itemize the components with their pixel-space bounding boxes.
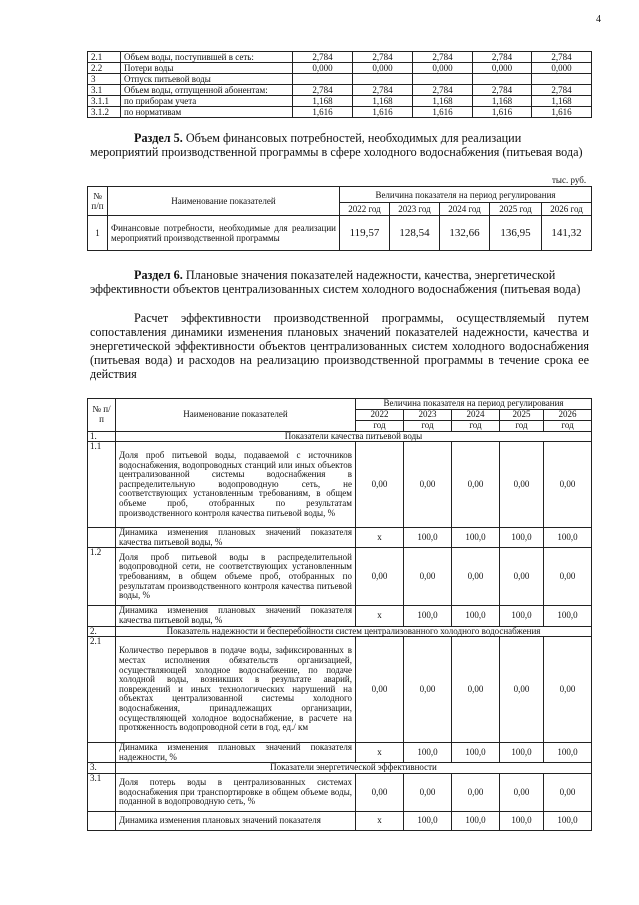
indicator-num: 1.2 [88, 548, 116, 606]
section-6-paragraph: Расчет эффективности производственной программы, осуществляемый путем сопоставления динамики изменения плановых значений показателей надежности, качества и энергетической эффективности объектов централизованных систем холодного водоснабжения (питьевая вода) и расходов на реализацию производственной программы в течение срока ее действия [90, 311, 589, 381]
t2-value: 141,32 [542, 216, 592, 251]
row-value: 1,168 [413, 96, 473, 107]
indicator-value: 100,0 [452, 606, 500, 626]
indicator-value: 100,0 [452, 743, 500, 763]
page-number: 4 [596, 14, 601, 25]
table-row [88, 107, 592, 118]
section-row [88, 431, 592, 442]
indicator-value: x [356, 528, 404, 548]
section-6-label: Раздел 6. [134, 268, 183, 282]
section-row [88, 626, 592, 637]
indicator-value: 0,00 [356, 773, 404, 811]
year-header-suffix: год [356, 420, 404, 431]
section-5-text: Объем финансовых потребностей, необходимых для реализации мероприятий производственной программы в сфере холодного водоснабжения (питьевая вода) [90, 131, 583, 159]
section-row [88, 763, 592, 774]
row-value: 1,616 [353, 107, 413, 118]
indicator-value: 0,00 [452, 637, 500, 743]
row-value [532, 74, 592, 85]
indicator-value: 0,00 [356, 548, 404, 606]
dynamics-row [88, 606, 592, 626]
dynamics-row [88, 743, 592, 763]
indicator-num: 1.1 [88, 442, 116, 528]
indicator-value: 100,0 [404, 743, 452, 763]
indicator-value: 0,00 [544, 637, 592, 743]
section-title: Показатели энергетической эффективности [116, 763, 592, 774]
indicator-value: 0,00 [544, 548, 592, 606]
indicator-num [88, 743, 116, 763]
indicator-value: 100,0 [544, 811, 592, 830]
indicator-num: 2.1 [88, 637, 116, 743]
indicator-name: Доля проб питьевой воды в распределительной водопроводной сети, не соответствующих установленным требованиям, в общем объеме проб, отобранных по результатам производственного контроля качества питьевой воды, % [116, 548, 356, 606]
indicator-value: 100,0 [404, 811, 452, 830]
section-num: 1. [88, 431, 116, 442]
indicator-value: 0,00 [452, 548, 500, 606]
section-5-label: Раздел 5. [134, 131, 183, 145]
t2-value: 119,57 [340, 216, 390, 251]
indicator-value: 0,00 [500, 637, 544, 743]
section-num: 3. [88, 763, 116, 774]
indicator-value: 0,00 [452, 442, 500, 528]
row-name: Потери воды [121, 63, 293, 74]
row-value: 1,168 [532, 96, 592, 107]
indicator-row [88, 637, 592, 743]
row-value: 1,616 [413, 107, 473, 118]
row-value: 0,000 [473, 63, 532, 74]
table-row [88, 96, 592, 107]
indicator-value: x [356, 606, 404, 626]
year-header-suffix: год [544, 420, 592, 431]
indicator-row [88, 442, 592, 528]
row-num: 3.1.1 [88, 96, 121, 107]
indicator-value: 100,0 [404, 606, 452, 626]
indicator-num: 3.1 [88, 773, 116, 811]
row-num: 3.1.2 [88, 107, 121, 118]
indicators-table [87, 398, 592, 831]
financial-needs-table [87, 186, 592, 251]
indicator-value: 0,00 [404, 442, 452, 528]
indicator-value: 0,00 [356, 637, 404, 743]
year-header-suffix: год [452, 420, 500, 431]
indicator-value: 0,00 [356, 442, 404, 528]
row-num: 3 [88, 74, 121, 85]
row-value: 1,168 [293, 96, 353, 107]
indicator-value: 100,0 [452, 528, 500, 548]
indicator-name: Динамика изменения плановых значений показателя [116, 811, 356, 830]
indicator-name: Динамика изменения плановых значений показателя качества питьевой воды, % [116, 606, 356, 626]
indicator-value: 100,0 [500, 606, 544, 626]
indicator-value: 0,00 [500, 548, 544, 606]
indicator-value: 0,00 [452, 773, 500, 811]
row-name: Объем воды, отпущенной абонентам: [121, 85, 293, 96]
indicator-value: 100,0 [500, 528, 544, 548]
t2-value: 132,66 [440, 216, 490, 251]
row-value: 1,616 [293, 107, 353, 118]
indicator-value: 0,00 [404, 773, 452, 811]
year-header: 2026 [544, 409, 592, 420]
year-header: 2023 год [390, 203, 440, 216]
row-value [293, 74, 353, 85]
water-balance-table [87, 51, 592, 118]
dynamics-row [88, 811, 592, 830]
indicator-value: 100,0 [500, 743, 544, 763]
t3-header-period: Величина показателя на период регулирования [356, 399, 592, 410]
row-value: 2,784 [413, 52, 473, 63]
indicator-value: 0,00 [500, 442, 544, 528]
section-title: Показатель надежности и бесперебойности систем централизованного холодного водоснабжения [116, 626, 592, 637]
indicator-name: Количество перерывов в подаче воды, зафиксированных в местах исполнения обязательств организацией, осуществляющей холодное водоснабжение, по подаче холодной воды, возникших в результате аварий, повреждений и иных технологических нарушений на объектах централизованной системы холодного водоснабжения, принадлежащих организации, осуществляющей холодное водоснабжение, в расчете на протяженность водопроводной сети в год, ед./ км [116, 637, 356, 743]
row-value: 0,000 [353, 63, 413, 74]
row-value: 1,168 [353, 96, 413, 107]
row-name: по приборам учета [121, 96, 293, 107]
indicator-row [88, 773, 592, 811]
indicator-value: 100,0 [544, 528, 592, 548]
row-value: 2,784 [293, 52, 353, 63]
t2-value: 128,54 [390, 216, 440, 251]
section-5-title [90, 131, 589, 159]
indicator-value: 100,0 [544, 743, 592, 763]
year-header: 2025 [500, 409, 544, 420]
row-value [473, 74, 532, 85]
row-value [353, 74, 413, 85]
indicator-name: Доля проб питьевой воды, подаваемой с источников водоснабжения, водопроводных станций или иных объектов централизованной системы водоснабжения в распределительную водопроводную сеть, не соответствующих установленным требованиям, в общем объеме проб, отобранных по результатам производственного контроля качества питьевой воды, % [116, 442, 356, 528]
table-row [88, 63, 592, 74]
section-title: Показатели качества питьевой воды [116, 431, 592, 442]
row-num: 2.2 [88, 63, 121, 74]
table-row [88, 74, 592, 85]
row-num: 2.1 [88, 52, 121, 63]
section-6-text: Плановые значения показателей надежности, качества, энергетической эффективности объектов централизованных систем холодного водоснабжения (питьевая вода) [90, 268, 581, 296]
section-num: 2. [88, 626, 116, 637]
t2-value: 136,95 [490, 216, 542, 251]
row-value: 2,784 [473, 52, 532, 63]
year-header: 2024 [452, 409, 500, 420]
row-value: 2,784 [353, 52, 413, 63]
unit-label: тыс. руб. [552, 175, 587, 185]
indicator-value: 0,00 [404, 637, 452, 743]
row-value: 0,000 [413, 63, 473, 74]
row-value: 2,784 [473, 85, 532, 96]
indicator-num [88, 811, 116, 830]
row-num: 3.1 [88, 85, 121, 96]
row-name: Отпуск питьевой воды [121, 74, 293, 85]
year-header: 2023 [404, 409, 452, 420]
row-name: по нормативам [121, 107, 293, 118]
t2-header-period: Величина показателя на период регулирования [340, 187, 592, 203]
indicator-value: 100,0 [500, 811, 544, 830]
indicator-value: x [356, 811, 404, 830]
year-header: 2025 год [490, 203, 542, 216]
indicator-value: 0,00 [544, 442, 592, 528]
year-header: 2024 год [440, 203, 490, 216]
indicator-row [88, 548, 592, 606]
t3-header-name: Наименование показателей [116, 399, 356, 432]
t3-header-num: № п/п [88, 399, 116, 432]
row-value: 1,168 [473, 96, 532, 107]
t2-row-name: Финансовые потребности, необходимые для реализации мероприятий производственной программы [108, 216, 340, 251]
indicator-num [88, 528, 116, 548]
year-header-suffix: год [500, 420, 544, 431]
row-value: 2,784 [413, 85, 473, 96]
row-value [413, 74, 473, 85]
year-header: 2022 [356, 409, 404, 420]
indicator-value: 100,0 [404, 528, 452, 548]
year-header: 2026 год [542, 203, 592, 216]
indicator-value: 100,0 [452, 811, 500, 830]
indicator-value: 0,00 [544, 773, 592, 811]
row-value: 2,784 [532, 85, 592, 96]
row-value: 1,616 [473, 107, 532, 118]
row-value: 2,784 [532, 52, 592, 63]
section-6-title [90, 268, 589, 296]
indicator-num [88, 606, 116, 626]
t2-row-num: 1 [88, 216, 108, 251]
t2-header-name: Наименование показателей [108, 187, 340, 216]
table-row [88, 85, 592, 96]
indicator-name: Динамика изменения плановых значений показателя надежности, % [116, 743, 356, 763]
indicator-value: 0,00 [500, 773, 544, 811]
indicator-value: x [356, 743, 404, 763]
year-header-suffix: год [404, 420, 452, 431]
row-value: 0,000 [532, 63, 592, 74]
indicator-value: 0,00 [404, 548, 452, 606]
row-value: 2,784 [353, 85, 413, 96]
row-value: 0,000 [293, 63, 353, 74]
row-name: Объем воды, поступившей в сеть: [121, 52, 293, 63]
row-value: 2,784 [293, 85, 353, 96]
row-value: 1,616 [532, 107, 592, 118]
table-row [88, 52, 592, 63]
indicator-name: Динамика изменения плановых значений показателя качества питьевой воды, % [116, 528, 356, 548]
indicator-name: Доля потерь воды в централизованных системах водоснабжения при транспортировке в общем объеме воды, поданной в водопроводную сеть, % [116, 773, 356, 811]
year-header: 2022 год [340, 203, 390, 216]
t2-header-num: № п/п [88, 187, 108, 216]
dynamics-row [88, 528, 592, 548]
indicator-value: 100,0 [544, 606, 592, 626]
